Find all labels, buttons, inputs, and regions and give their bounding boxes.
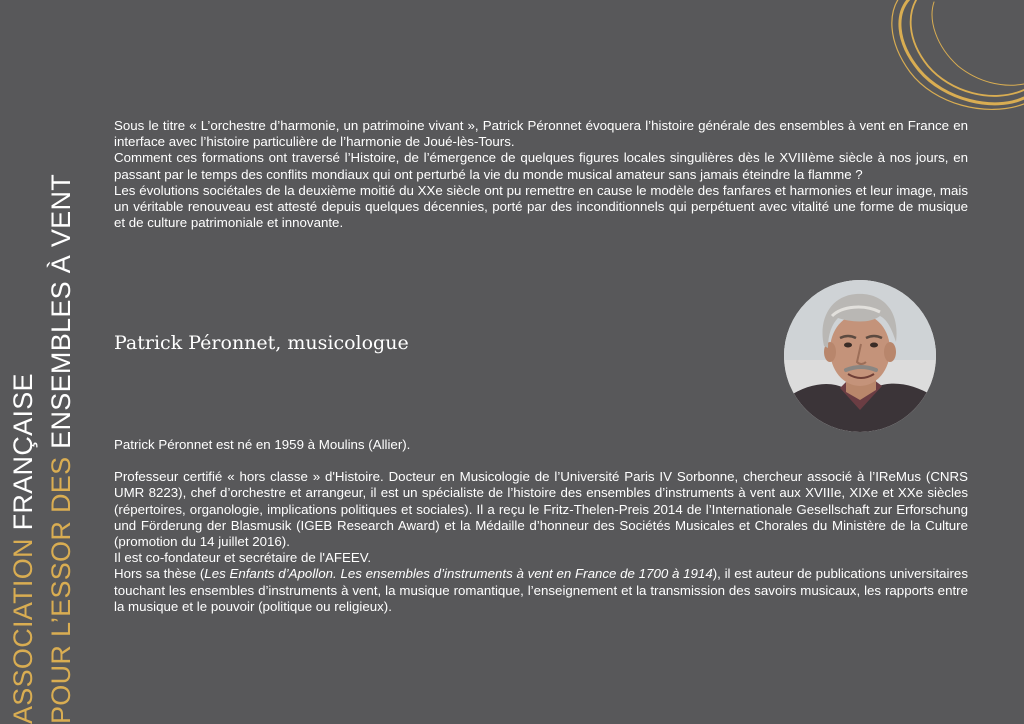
bio-paragraph: Hors sa thèse (Les Enfants d’Apollon. Les ensembles d’instruments à vent en France de 1700 à 1914), il est auteur de publications universitaires touchant les ensembles d’instruments à vent, la musique romantique, l’enseignement et la transmission des savoirs musicaux, les rapports entre la musique et le pouvoir (politique ou religieux). [114, 566, 968, 614]
bio-paragraph: Professeur certifié « hors classe » d'Histoire. Docteur en Musicologie de l’Université Paris IV Sorbonne, chercheur associé à l’IReMus (CNRS UMR 8223), chef d’orchestre et arrangeur, il est un spécialiste de l’histoire des ensembles d’instruments à vent aux XVIIIe, XIXe et XXe siècles (répertoires, organologie, implications politiques et sociales). Il a reçu le Fritz-Thelen-Preis 2014 de l’Internationale Gesellschaft zur Erforschung und Förderung der Blasmusik (IGEB Research Award) et la Médaille d’honneur des Sociétés Musicales et Chorales du Ministère de la Culture (promotion du 14 juillet 2016). [114, 469, 968, 550]
thesis-title: Les Enfants d’Apollon. Les ensembles d’instruments à vent en France de 1700 à 1914 [204, 566, 713, 582]
bio-paragraph: Patrick Péronnet est né en 1959 à Moulins (Allier). [114, 437, 411, 452]
intro-paragraph: Sous le titre « L’orchestre d’harmonie, un patrimoine vivant », Patrick Péronnet évoquera l’histoire générale des ensembles à vent en France en interface avec l’histoire particulière de l’harmonie de Joué-lès-Tours. [114, 118, 968, 150]
association-title [4, 164, 88, 724]
gold-circle-decoration [874, 0, 1024, 115]
bio-paragraph: Il est co-fondateur et secrétaire de l'AFEEV. [114, 550, 372, 566]
intro-paragraph: Comment ces formations ont traversé l’Histoire, de l’émergence de quelques figures locales singulières dès le XVIIIème siècle à nos jours, en passant par le temps des conflits mondiaux qui ont perturbé la vie du monde musical amateur sans jamais éteindre la flamme ? [114, 150, 968, 182]
biography-text [114, 437, 968, 615]
association-title-line2: POUR L’ESSOR DES ENSEMBLES À VENT [46, 173, 76, 724]
portrait-illustration [784, 280, 936, 432]
intro-text [114, 118, 968, 231]
intro-paragraph: Les évolutions sociétales de la deuxième moitié du XXe siècle ont pu remettre en cause le modèle des fanfares et harmonies et leur image, mais un véritable renouveau est attesté depuis quelques décennies, porté par des inconditionnels qui perpétuent avec vitalité une forme de musique et de culture patrimoniale et innovante. [114, 182, 968, 231]
paragraph-spacer [114, 453, 968, 469]
speaker-name: Patrick Péronnet, musicologue [114, 332, 409, 354]
association-title-line1: ASSOCIATION FRANÇAISE [8, 373, 38, 724]
speaker-portrait [784, 280, 936, 432]
